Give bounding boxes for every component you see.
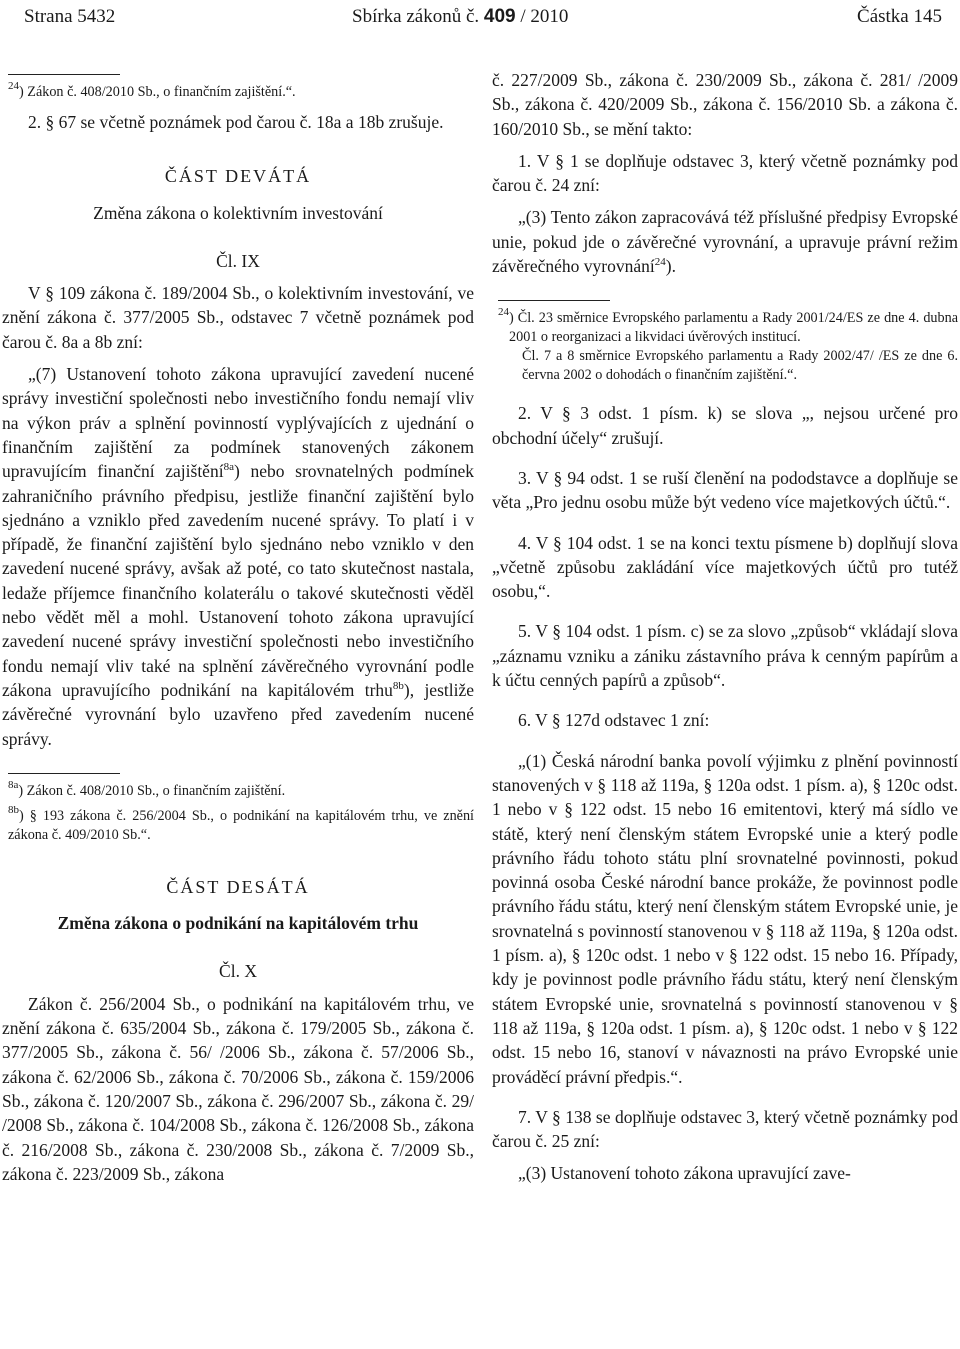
point-6-quote: „(1) Česká národní banka povolí výjimku z plnění povinností stanovených v § 118 až 119a, § 120a odst. 1 písm. a), § 120c odst. 1 nebo v § 122 odst. 15 nebo 16 emitentovi, který má sídlo ve státě, který není členským státem Evropské unie a který podle právního řádu tohoto státu plní srovnatelné povinnosti, pokud povinná osoba České národní bance prokáže, že povinnost podle právního řádu státu, který není členským státem Evropské unie, je srovnatelná s povinností stanovenou v § 118 až 119a, § 120a odst. 1 písm. a), § 120c odst. 1 nebo v § 122 odst. 15 nebo 16. Případy, kdy je povinnost podle právního řádu státu, který není členským státem Evropské unie, srovnatelná s povinností stanovenou v § 118 až 119a, § 120a odst. 1 písm. a), § 120c odst. 1 nebo v § 122 odst. 15 nebo 16, stanoví v návaznosti na právo Evropské unie prováděcí právní předpis.“. <box>492 750 958 1087</box>
page-header <box>0 6 960 30</box>
footnote-8b: $^{8b}$) § 193 zákona č. 256/2004 Sb., o podnikání na kapitálovém trhu, ve znění zákona č. 409/2010 Sb.“. <box>8 803 474 843</box>
point-4: 4. V § 104 odst. 1 se na konci textu písmene b) doplňují slova „včetně způsobu zakládání více majetkových účtů pro tutéž osobu,“. <box>492 532 958 602</box>
point-7: 7. V § 138 se doplňuje odstavec 3, který včetně poznámky pod čarou č. 25 zní: <box>492 1106 958 1152</box>
point-1-quote: „(3) Tento zákon zapracovává též příslušné předpisy Evropské unie, pokud jde o závěrečné vyrovnání, a upravuje právní režim závěrečného vyrovnání$^{24}$). <box>492 207 958 277</box>
article-9-heading: Čl. IX <box>216 250 260 271</box>
right-column <box>492 68 958 1186</box>
footnote-rule <box>498 300 610 301</box>
left-column <box>2 68 474 1186</box>
paragraph-7-quote: „(7) Ustanovení tohoto zákona upravující zavedení nucené správy investiční společnosti nebo investičního fondu nemají vliv na výkon práv a splnění povinností vyplývajících z ujednání o finančním zajištění za podmínek stanovených zákonem upravujícím finanční zajištění$^{8a}$) nebo srovnatelných podmínek zahraničního právního předpisu, jestliže finanční zajištění bylo sjednáno a vzniklo před zavedením nucené správy. To platí i v případě, že finanční zajištění bylo sjednáno nebo vzniklo v den zavedení nucené správy, avšak až poté, co tato skutečnost nastala, ledaže příjemce finančního kolaterálu o takové skutečnosti věděl nebo vědět měl a mohl. Ustanovení tohoto zákona upravující zavedení nucené správy investiční společnosti nebo investičního fondu nemají vliv také na splnění závěrečného vyrovnání podle zákona upravujícího podnikání na kapitálovém trhu$^{8b}$), jestliže závěrečné vyrovnání bylo uzavřeno před zavedením nucené správy. <box>2 364 475 749</box>
footnote-24: $^{24}$) Zákon č. 408/2010 Sb., o finančním zajištění.“. <box>8 80 296 100</box>
point-6: 6. V § 127d odstavec 1 zní: <box>518 710 710 731</box>
article-10-heading: Čl. X <box>219 961 257 982</box>
article-9-intro: V § 109 zákona č. 189/2004 Sb., o kolektivním investování, ve znění zákona č. 377/2005 Sb., odstavec 7 včetně poznámek pod čarou č. 8a a 8b zní: <box>2 283 474 352</box>
part-10-subtitle: Změna zákona o podnikání na kapitálovém trhu <box>57 913 419 934</box>
footnote-8a: $^{8a}$) Zákon č. 408/2010 Sb., o finančním zajištění. <box>8 778 286 799</box>
point-7-quote: „(3) Ustanovení tohoto zákona upravující zave- <box>518 1163 851 1184</box>
point-2: 2. V § 3 odst. 1 písm. k) se slova „, nejsou určené pro obchodní účely“ zrušují. <box>492 403 958 448</box>
point-1: 1. V § 1 se doplňuje odstavec 3, který včetně poznámky pod čarou č. 24 zní: <box>492 150 958 196</box>
footnote-rule <box>8 773 120 774</box>
point-5: 5. V § 104 odst. 1 písm. c) se za slovo „způsob“ vkládají slova „záznamu vzniku a zániku zástavního práva k cenným papírům a k účtu cenných papírů a způsob“. <box>492 621 958 691</box>
issue-number: Částka 145 <box>857 6 942 27</box>
paragraph-2: 2. § 67 se včetně poznámek pod čarou č. 18a a 18b zrušuje. <box>28 112 444 132</box>
collection-title: Sbírka zákonů č. 409 / 2010 <box>352 6 569 27</box>
collection-number: 409 <box>483 6 516 27</box>
article-10-intro-continued: č. 227/2009 Sb., zákona č. 230/2009 Sb., zákona č. 281/ /2009 Sb., zákona č. 420/2009 Sb., zákona č. 156/2010 Sb. a zákona č. 160/2010 Sb., se mění takto: <box>492 70 958 139</box>
article-10-intro: Zákon č. 256/2004 Sb., o podnikání na kapitálovém trhu, ve znění zákona č. 635/2004 Sb., zákona č. 179/2005 Sb., zákona č. 377/2005 Sb., zákona č. 56/ /2006 Sb., zákona č. 57/2006 Sb., zákona č. 62/2006 Sb., zákona č. 70/2006 Sb., zákona č. 159/2006 Sb., zákona č. 120/2007 Sb., zákona č. 296/2007 Sb., zákona č. 29/ /2008 Sb., zákona č. 104/2008 Sb., zákona č. 126/2008 Sb., zákona č. 216/2008 Sb., zákona č. 230/2008 Sb., zákona č. 7/2009 Sb., zákona č. 223/2009 Sb., zákona <box>2 993 474 1184</box>
footnote-24: $^{24}$ ) Čl. 23 směrnice Evropského parlamentu a Rady 2001/24/ES ze dne 4. dubna 2001 o reorganizaci a likvidaci úvěrových institucí. Čl. 7 a 8 směrnice Evropského parlamentu a Rady 2002/47/ /ES ze dne 6. června 2002 o dohodách o finančním zajištění.“. <box>498 306 958 384</box>
part-9-title: ČÁST DEVÁTÁ <box>164 166 312 187</box>
page-number: Strana 5432 <box>24 6 116 27</box>
footnote-rule <box>8 74 120 75</box>
point-3: 3. V § 94 odst. 1 se ruší členění na pododstavce a doplňuje se věta „Pro jednu osobu může být vedeno více majetkových účtů.“. <box>492 467 958 513</box>
part-10-title: ČÁST DESÁTÁ <box>166 876 310 897</box>
part-9-subtitle: Změna zákona o kolektivním investování <box>93 202 383 223</box>
